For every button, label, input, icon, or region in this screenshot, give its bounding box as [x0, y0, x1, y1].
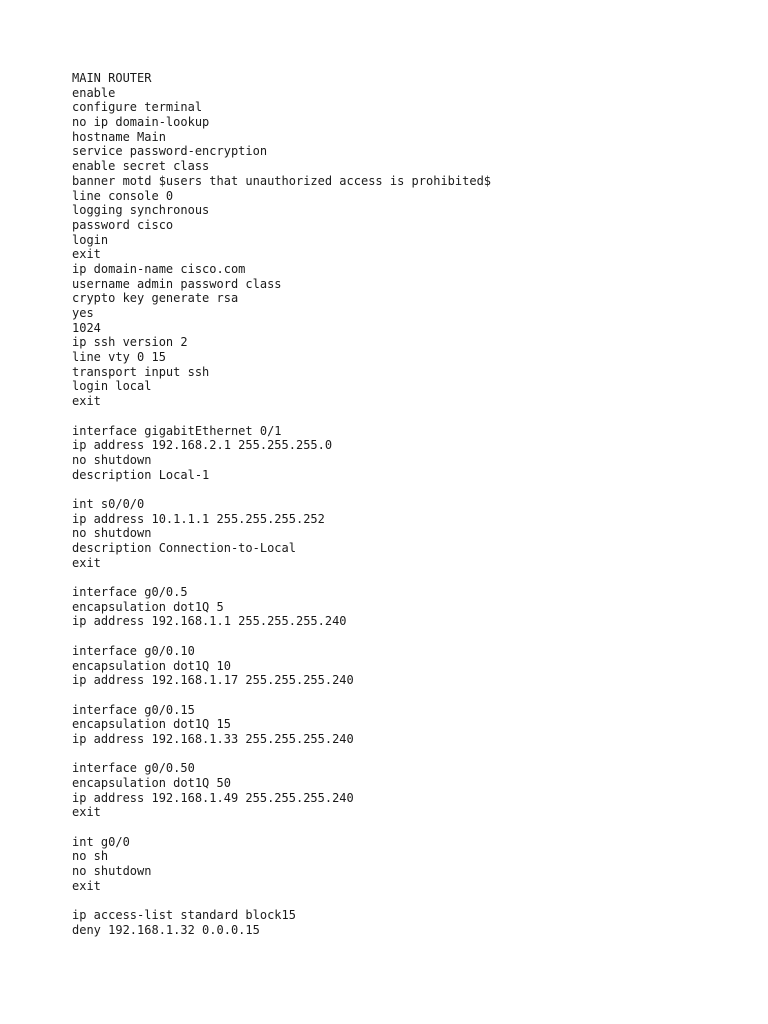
config-line: no shutdown	[72, 526, 152, 541]
blank-line	[72, 629, 752, 644]
config-line: 1024	[72, 320, 101, 335]
config-line: line console 0	[72, 188, 174, 203]
config-line: exit	[72, 247, 101, 262]
config-line: transport input ssh	[72, 364, 210, 379]
blank-line	[72, 570, 752, 585]
blank-line	[72, 894, 752, 909]
config-line: no shutdown	[72, 452, 152, 467]
config-line: hostname Main	[72, 129, 166, 144]
config-line: exit	[72, 878, 101, 893]
config-line: enable	[72, 85, 116, 100]
config-line: int s0/0/0	[72, 496, 145, 511]
config-line: password cisco	[72, 217, 174, 232]
config-line: line vty 0 15	[72, 350, 166, 365]
config-line: service password-encryption	[72, 144, 268, 159]
router-config-text	[72, 71, 752, 938]
config-line: login	[72, 232, 109, 247]
config-line: int g0/0	[72, 834, 130, 849]
blank-line	[72, 482, 752, 497]
config-line: no shutdown	[72, 864, 152, 879]
config-line: exit	[72, 555, 101, 570]
config-line: interface g0/0.10	[72, 643, 195, 658]
blank-line	[72, 747, 752, 762]
blank-line	[72, 820, 752, 835]
config-line: ip address 192.168.1.17 255.255.255.240	[72, 673, 354, 688]
config-line: interface g0/0.5	[72, 585, 188, 600]
config-line: interface gigabitEthernet 0/1	[72, 423, 282, 438]
config-line: ip address 192.168.1.1 255.255.255.240	[72, 614, 347, 629]
config-line: yes	[72, 306, 94, 320]
config-line: ip address 192.168.1.33 255.255.255.240	[72, 731, 354, 746]
config-line: crypto key generate rsa	[72, 291, 239, 306]
config-line: interface g0/0.50	[72, 761, 195, 776]
config-line: encapsulation dot1Q 15	[72, 717, 231, 732]
config-line: exit	[72, 805, 101, 820]
config-line: description Connection-to-Local	[72, 541, 296, 555]
config-line: encapsulation dot1Q 50	[72, 776, 231, 790]
config-line: logging synchronous	[72, 203, 210, 218]
config-line: ip address 192.168.1.49 255.255.255.240	[72, 790, 354, 805]
config-line: username admin password class	[72, 276, 282, 291]
config-line: encapsulation dot1Q 5	[72, 599, 224, 614]
config-line: description Local-1	[72, 467, 210, 482]
config-line: configure terminal	[72, 100, 203, 115]
config-line: interface g0/0.15	[72, 702, 195, 717]
config-line: no sh	[72, 849, 109, 864]
config-line: enable secret class	[72, 159, 210, 174]
config-line: ip domain-name cisco.com	[72, 261, 246, 276]
config-line: encapsulation dot1Q 10	[72, 658, 231, 673]
blank-line	[72, 409, 752, 424]
config-line: ip access-list standard block15	[72, 908, 296, 923]
blank-line	[72, 688, 752, 703]
config-line: no ip domain-lookup	[72, 115, 210, 130]
config-line: banner motd $users that unauthorized access is prohibited$	[72, 173, 492, 188]
config-line: deny 192.168.1.32 0.0.0.15	[72, 922, 260, 937]
config-line: ip ssh version 2	[72, 335, 188, 350]
config-line: exit	[72, 394, 101, 409]
config-line: MAIN ROUTER	[72, 71, 152, 85]
document-page	[72, 71, 752, 938]
config-line: login local	[72, 379, 152, 394]
config-line: ip address 10.1.1.1 255.255.255.252	[72, 511, 325, 526]
config-line: ip address 192.168.2.1 255.255.255.0	[72, 438, 333, 453]
